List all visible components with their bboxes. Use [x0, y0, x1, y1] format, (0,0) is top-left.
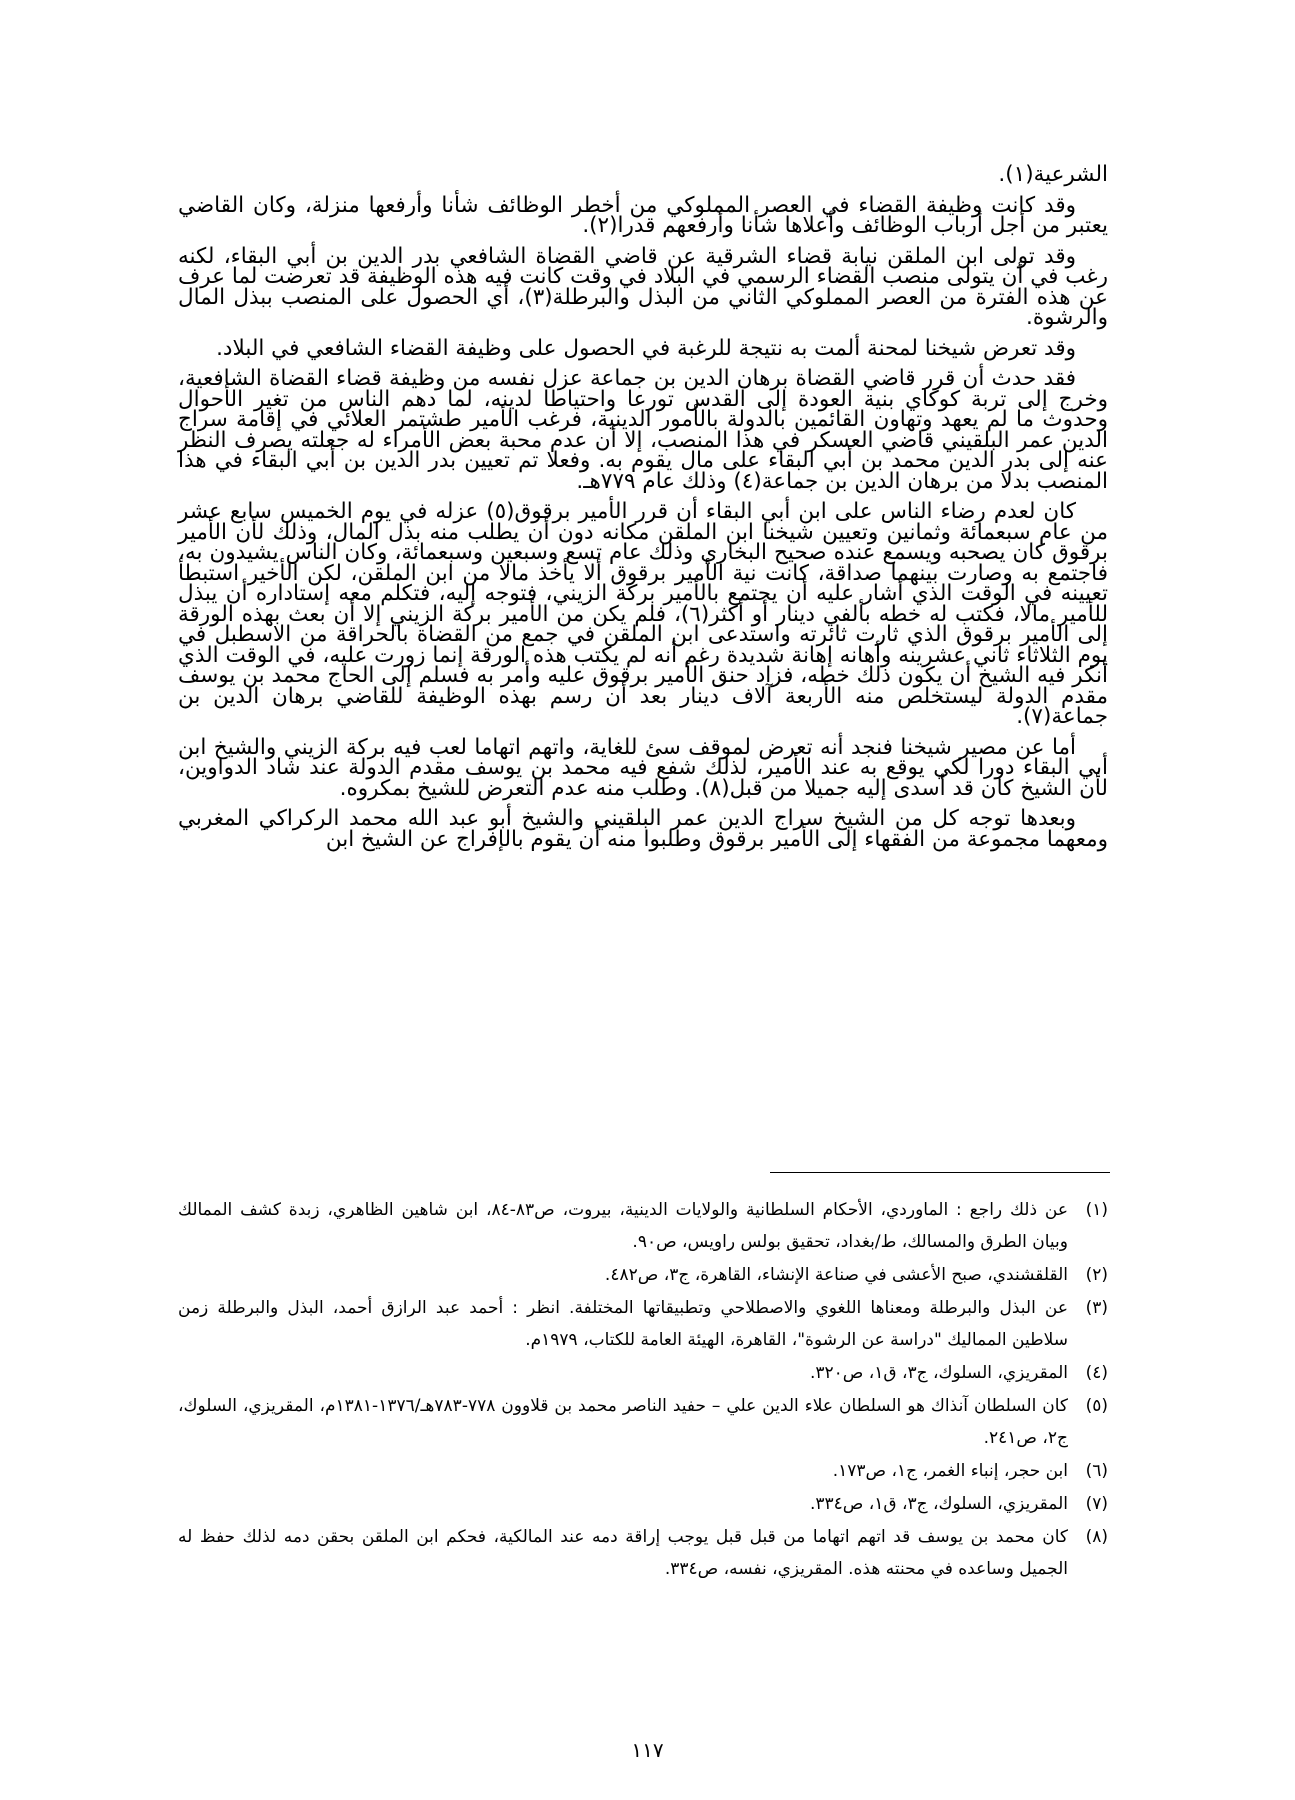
paragraph: وبعدها توجه كل من الشيخ سراج الدين عمر البلقيني والشيخ أبو عبد الله محمد الركراكي المغربي ومعهما مجموعة من الفقهاء إلى الأمير برقوق وطلبوا منه أن يقوم بالإفراج عن الشيخ ابن: [178, 806, 1108, 852]
footnote-number: (٣): [1085, 1298, 1108, 1318]
paragraph: وقد تعرض شيخنا لمحنة ألمت به نتيجة للرغبة في الحصول على وظيفة القضاء الشافعي في البلاد.: [216, 335, 1076, 361]
footnote: [178, 1194, 1108, 1258]
footnote: [178, 1292, 1108, 1356]
paragraph: الشرعية(١).: [998, 162, 1108, 187]
body-text: [178, 162, 1108, 860]
footnote-number: (٥): [1085, 1396, 1108, 1416]
footnote-text: كان محمد بن يوسف قد اتهم اتهاما من قبل قبل يوجب إراقة دمه عند المالكية، فحكم ابن الملقن بحقن دمه لذلك حفظ له الجميل وساعده في محنته هذه. المقريزي، نفسه، ص٣٣٤.: [178, 1527, 1068, 1579]
page-number: ١١٧: [631, 1738, 664, 1762]
footnote-separator: [770, 1172, 1110, 1173]
footnote-number: (٧): [1085, 1494, 1108, 1514]
footnote: [178, 1488, 1108, 1520]
footnote-number: (٤): [1085, 1363, 1108, 1383]
footnote: [178, 1357, 1108, 1389]
footnote-number: (٨): [1085, 1527, 1108, 1547]
footnote-text: عن البذل والبرطلة ومعناها اللغوي والاصطلاحي وتطبيقاتها المختلفة. انظر : أحمد عبد الرازق أحمد، البذل والبرطلة زمن سلاطين المماليك "دراسة عن الرشوة"، القاهرة، الهيئة العامة للكتاب، ١٩٧٩م.: [178, 1298, 1068, 1350]
footnote-text: المقريزي، السلوك، ج٣، ق١، ص٣٣٤.: [809, 1494, 1068, 1514]
paragraph: وقد تولى ابن الملقن نيابة قضاء الشرقية عن قاضي القضاة الشافعي بدر الدين بن أبي البقاء، لكنه رغب في أن يتولى منصب القضاء الرسمي في البلاد في وقت كانت فيه هذه الوظيفة قد تعرضت لما عرف عن هذه الفترة من العصر المملوكي الثاني من البذل والبرطلة(٣)، أي الحصول على المنصب ببذل المال والرشوة.: [178, 243, 1108, 330]
footnote: [178, 1455, 1108, 1487]
footnote-number: (٦): [1085, 1461, 1108, 1481]
paragraph: وقد كانت وظيفة القضاء في العصر المملوكي من أخطر الوظائف شأنا وأرفعها منزلة، وكان القاضي يعتبر من أجل أرباب الوظائف وأعلاها شأنا وأرفعهم قدرا(٢).: [178, 192, 1108, 238]
footnote-text: عن ذلك راجع : الماوردي، الأحكام السلطانية والولايات الدينية، بيروت، ص٨٣-٨٤، ابن شاهين الظاهري، زبدة كشف الممالك وبيان الطرق والمسالك، ط/بغداد، تحقيق بولس راويس، ص٩٠.: [178, 1200, 1068, 1252]
footnote-number: (٢): [1085, 1265, 1108, 1285]
paragraph: فقد حدث أن قرر قاضي القضاة برهان الدين بن جماعة عزل نفسه من وظيفة قضاء القضاة الشافعية، وخرج إلى تربة كوكاي بنية العودة إلى القدس تورعا واحتياطا لدينه، لما دهم الناس من تغير الأحوال وحدوث ما لم يعهد وتهاون القائمين بالدولة بالأمور الدينية، فرغب الأمير طشتمر العلائي في إقامة سراج الدين عمر البلقيني قاضي العسكر في هذا المنصب، إلا أن عدم محبة بعض الأمراء له جعلته يصرف النظر عنه إلى بدر الدين محمد بن أبي البقاء على مال يقوم به. وفعلا تم تعيين بدر الدين بن أبي البقاء في هذا المنصب بدلا من برهان الدين بن جماعة(٤) وذلك عام ٧٧٩هـ.: [178, 366, 1108, 494]
footnote-text: المقريزي، السلوك، ج٣، ق١، ص٣٢٠.: [809, 1363, 1068, 1383]
footnotes: [178, 1194, 1108, 1586]
paragraph: كان لعدم رضاء الناس على ابن أبي البقاء أن قرر الأمير برقوق(٥) عزله في يوم الخميس سابع عشر من عام سبعمائة وثمانين وتعيين شيخنا ابن الملقن مكانه دون أن يطلب منه بذل المال، وذلك لأن الأمير برقوق كان يصحبه ويسمع عنده صحيح البخاري وذلك عام تسع وسبعين وسبعمائة، وكان الناس يشيدون به، فاجتمع به وصارت بينهما صداقة، كانت نية الأمير برقوق ألا يأخذ مالا من ابن الملقن، لكن الأخير استبطأ تعيينه في الوقت الذي أشار عليه أن يجتمع بالأمير بركة الزيني، فتوجه إليه، فتكلم معه إستاداره أن يبذل للأمير مالا، فكتب له خطه بألفي دينار أو أكثر(٦)، فلم يكن من الأمير بركة الزيني إلا أن بعث بهذه الورقة إلى الأمير برقوق الذي ثارت ثائرته واستدعى ابن الملقن في جمع من القضاة بالحراقة من الاسطبل في يوم الثلاثاء ثاني عشرينه وأهانه إهانة شديدة رغم أنه لم يكتب هذه الورقة إنما زورت عليه، في الوقت الذي أنكر فيه الشيخ أن يكون ذلك خطه، فزاد حنق الأمير برقوق عليه وأمر به فسلم إلى الحاج محمد بن يوسف مقدم الدولة ليستخلص منه الأربعة آلاف دينار بعد أن رسم بهذه الوظيفة للقاضي برهان الدين بن جماعة(٧).: [178, 499, 1108, 729]
footnote-number: (١): [1085, 1200, 1108, 1220]
footnote-text: القلقشندي، صبح الأعشى في صناعة الإنشاء، القاهرة، ج٣، ص٤٨٢.: [604, 1265, 1068, 1285]
footnote-text: كان السلطان آنذاك هو السلطان علاء الدين علي – حفيد الناصر محمد بن قلاوون ٧٧٨-٧٨٣هـ/١٣٧٦-١٣٨١م، المقريزي، السلوك، ج٢، ص٢٤١.: [178, 1396, 1068, 1448]
footnote: [178, 1390, 1108, 1454]
footnote: [178, 1259, 1108, 1291]
footnote-text: ابن حجر، إنباء الغمر، ج١، ص١٧٣.: [832, 1461, 1068, 1481]
footnote: [178, 1521, 1108, 1585]
paragraph: أما عن مصير شيخنا فنجد أنه تعرض لموقف سئ للغاية، واتهم اتهاما لعب فيه بركة الزيني والشيخ ابن أبي البقاء دورا لكي يوقع به عند الأمير، لذلك شفع فيه محمد بن يوسف مقدم الدولة عند شاد الدواوين، لأن الشيخ كان قد أسدى إليه جميلا من قبل(٨). وطلب منه عدم التعرض للشيخ بمكروه.: [178, 734, 1108, 801]
